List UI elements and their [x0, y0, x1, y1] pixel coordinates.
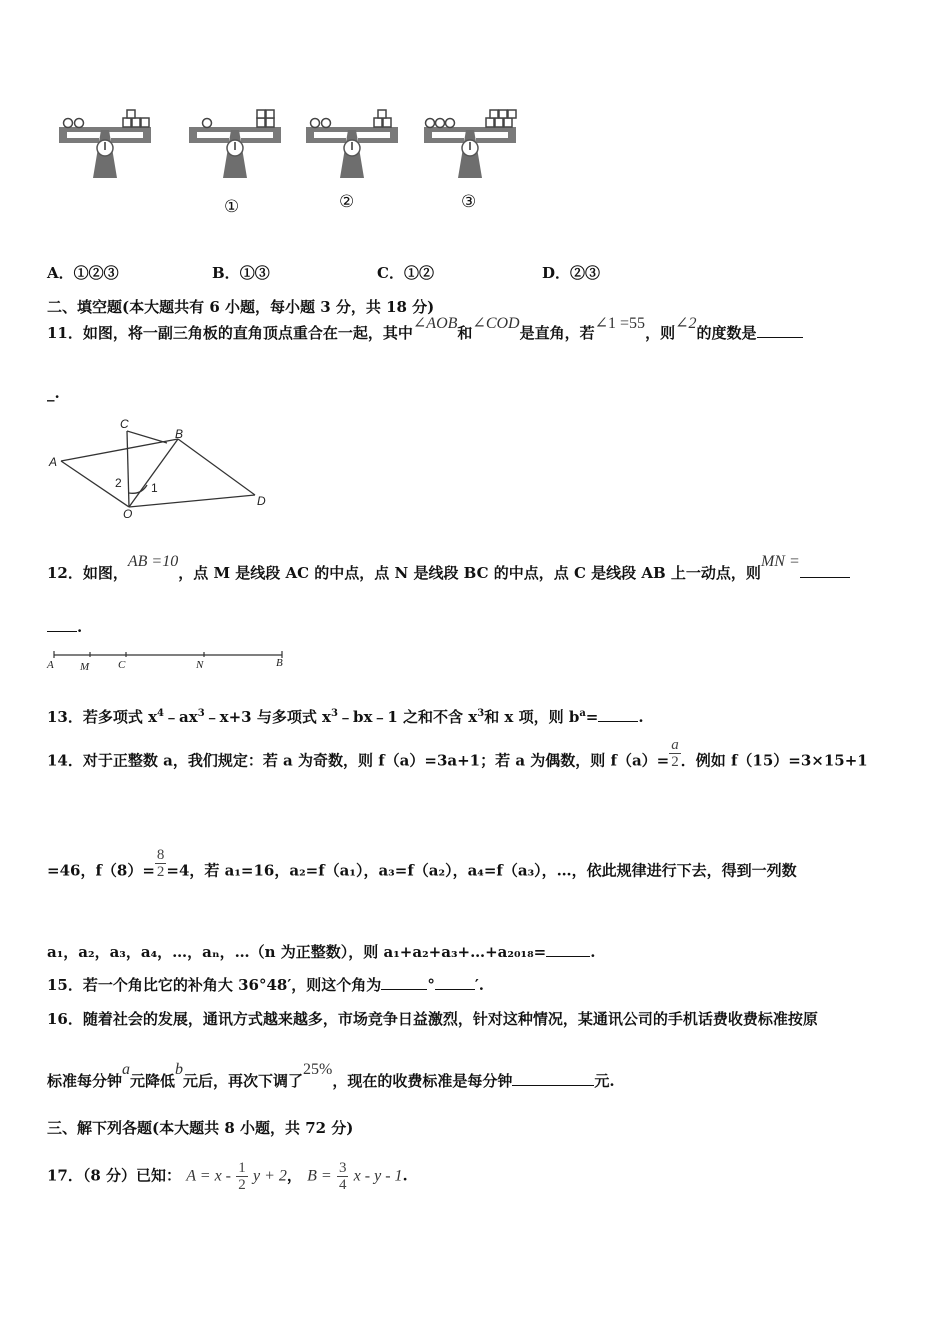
answer-blank-16[interactable]	[512, 1071, 594, 1086]
answer-blank-11[interactable]	[757, 323, 803, 338]
balance-scale-2	[306, 110, 398, 178]
option-b[interactable]: B．①③	[212, 264, 270, 282]
question-16-line2: 标准每分钟a元降低b元后，再次下调了25%，现在的收费标准是每分钟 元.	[47, 1061, 615, 1090]
balance-label-1: ①	[224, 197, 240, 217]
balance-label-3: ③	[461, 192, 477, 212]
seg-label-m: M	[80, 661, 90, 673]
option-d[interactable]: D．②③	[542, 264, 601, 282]
question-12: 12．如图，AB =10，点 M 是线段 AC 的中点，点 N 是线段 BC 的中点，点 C 是线段 AB 上一动点，则MN =	[47, 562, 850, 583]
balance-scale-example	[59, 110, 151, 178]
fig-label-o: O	[123, 507, 133, 520]
balance-scale-1	[189, 110, 281, 178]
question-16-line1: 16．随着社会的发展，通讯方式越来越多，市场竞争日益激烈，针对这种情况，某通讯公司的手机话费收费标准按原	[47, 1010, 818, 1028]
answer-blank-15a[interactable]	[381, 975, 427, 990]
seg-label-c: C	[118, 659, 126, 671]
option-c[interactable]: C．①②	[377, 264, 434, 282]
question-11: 11．如图，将一副三角板的直角顶点重合在一起，其中∠AOB和∠COD是直角，若∠1 =55，则∠2的度数是	[47, 322, 803, 343]
fig-label-b: B	[175, 427, 184, 441]
option-a[interactable]: A．①②③	[47, 264, 119, 282]
question-14-line2: =46，f（8）= $\frac{8}{2}$ =4，若 a₁=16，a₂=f（a₁），a₃=f（a₂），a₄=f（a₃），…，依此规律进行下去，得到一列数	[47, 847, 797, 880]
answer-blank-15b[interactable]	[435, 975, 475, 990]
answer-blank-13[interactable]	[598, 707, 638, 722]
fig-label-a: A	[49, 455, 58, 469]
fig-label-1: 1	[151, 481, 158, 495]
triangle-figure	[45, 415, 280, 520]
segment-figure	[44, 648, 294, 674]
section-3-title: 三、解下列各题(本大题共 8 小题，共 72 分)	[47, 1119, 354, 1137]
seg-label-b: B	[276, 657, 283, 669]
question-12-tail: .	[47, 617, 82, 636]
question-15: 15．若一个角比它的补角大 36°48′，则这个角为 ° ′.	[47, 976, 484, 994]
section-2-title: 二、填空题(本大题共有 6 小题，每小题 3 分，共 18 分)	[47, 298, 435, 316]
balance-label-2: ②	[339, 192, 355, 212]
seg-label-a: A	[47, 659, 54, 671]
question-14-line3: a₁，a₂，a₃，a₄，…，aₙ，…（n 为正整数），则 a₁+a₂+a₃+…+a₂₀₁₈= .	[47, 943, 596, 961]
answer-blank-14[interactable]	[546, 942, 590, 957]
fig-label-2: 2	[115, 476, 122, 490]
balance-scales-figure	[50, 100, 530, 220]
question-17: 17．（8 分）已知： A = x - $\frac{1}{2}$ y + 2， B = $\frac{3}{4}$ x - y - 1.	[47, 1160, 408, 1193]
fig-label-c: C	[120, 417, 129, 431]
question-11-tail: _.	[47, 384, 60, 402]
answer-blank-12[interactable]	[800, 563, 850, 578]
question-13: 13．若多项式 $x^4﹣ax^3﹣x+3$ 与多项式 $x^3﹣bx﹣1$ 之和不含 $x^3$和 x 项，则 $b^a=$ .	[47, 708, 644, 726]
question-14-line1: 14．对于正整数 a，我们规定：若 a 为奇数，则 f（a）=3a+1；若 a 为偶数，则 f（a）= $\frac{a}{2}$ ．例如 f（15）=3×15+1	[47, 737, 868, 770]
fig-label-d: D	[257, 494, 266, 508]
seg-label-n: N	[196, 659, 204, 671]
balance-scale-3	[424, 110, 516, 178]
